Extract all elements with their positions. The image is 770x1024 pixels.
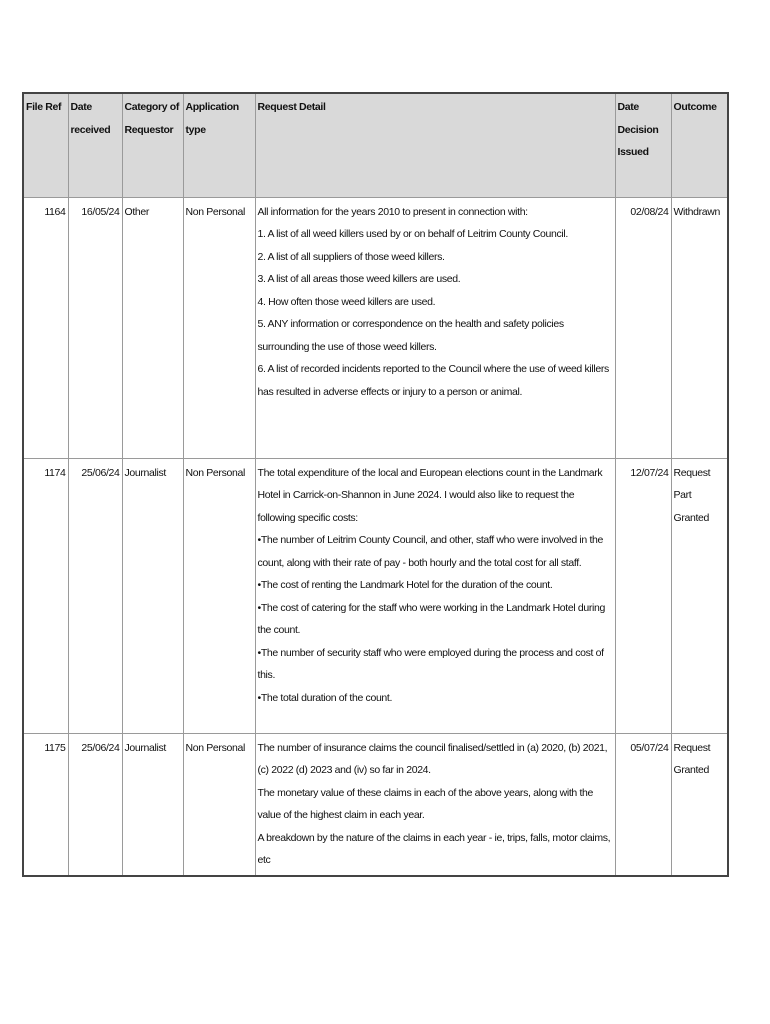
header-file-ref: File Ref [23,93,68,197]
header-application-type: Application type [183,93,255,197]
date-decision-cell: 02/08/24 [615,197,671,458]
header-date-decision: Date Decision Issued [615,93,671,197]
request-detail-cell [255,458,615,733]
detail-line: The total expenditure of the local and European elections count in the Landmark Hotel in Carrick-on-Shannon in June 2024. I would also like to request the following specific costs: [257,466,603,524]
detail-line: •The number of Leitrim County Council, and other, staff who were involved in the count, along with their rate of pay - both hourly and the total cost for all staff. [257,534,604,569]
detail-line: •The cost of renting the Landmark Hotel for the duration of the count. [257,579,553,591]
outcome-cell: Withdrawn [671,197,728,458]
file-ref-cell: 1174 [23,458,68,733]
header-date-received: Date received [68,93,122,197]
application-type-cell: Non Personal [183,197,255,458]
application-type-cell: Non Personal [183,733,255,876]
detail-line: All information for the years 2010 to present in connection with: [257,205,528,218]
category-cell: Journalist [122,458,183,733]
file-ref-cell: 1175 [23,733,68,876]
header-row [23,93,728,197]
detail-line: 1. A list of all weed killers used by or on behalf of Leitrim County Council. [257,228,568,240]
detail-line: 3. A list of all areas those weed killers are used. [257,273,461,285]
table-row [23,733,728,876]
detail-line: The monetary value of these claims in each of the above years, along with the value of the highest claim in each year. [257,786,594,821]
application-type-cell: Non Personal [183,458,255,733]
file-ref-cell: 1164 [23,197,68,458]
date-received-cell: 16/05/24 [68,197,122,458]
detail-line: 5. ANY information or correspondence on the health and safety policies surrounding the use of those weed killers. [257,318,564,353]
category-cell: Other [122,197,183,458]
category-cell: Journalist [122,733,183,876]
detail-line: A breakdown by the nature of the claims in each year - ie, trips, falls, motor claims, etc [257,831,611,866]
table-row [23,197,728,458]
date-decision-cell: 12/07/24 [615,458,671,733]
request-detail-cell [255,197,615,458]
detail-line: 4. How often those weed killers are used. [257,295,436,308]
date-decision-cell: 05/07/24 [615,733,671,876]
date-received-cell: 25/06/24 [68,458,122,733]
detail-line: 2. A list of all suppliers of those weed killers. [257,250,445,263]
outcome-cell: Request Part Granted [671,458,728,733]
detail-line: •The total duration of the count. [257,691,393,704]
detail-line: 6. A list of recorded incidents reported to the Council where the use of weed killers has resulted in adverse effects or injury to a person or animal. [257,363,609,398]
header-request-detail: Request Detail [255,93,615,197]
foi-request-table [22,92,729,877]
table-row [23,458,728,733]
header-category: Category of Requestor [122,93,183,197]
header-outcome: Outcome [671,93,728,197]
date-received-cell: 25/06/24 [68,733,122,876]
detail-line: •The number of security staff who were employed during the process and cost of this. [257,646,604,681]
detail-line: •The cost of catering for the staff who were working in the Landmark Hotel during the count. [257,601,605,636]
outcome-cell: Request Granted [671,733,728,876]
detail-line: The number of insurance claims the council finalised/settled in (a) 2020, (b) 2021, (c) 2022 (d) 2023 and (iv) so far in 2024. [257,741,608,776]
request-detail-cell [255,733,615,876]
